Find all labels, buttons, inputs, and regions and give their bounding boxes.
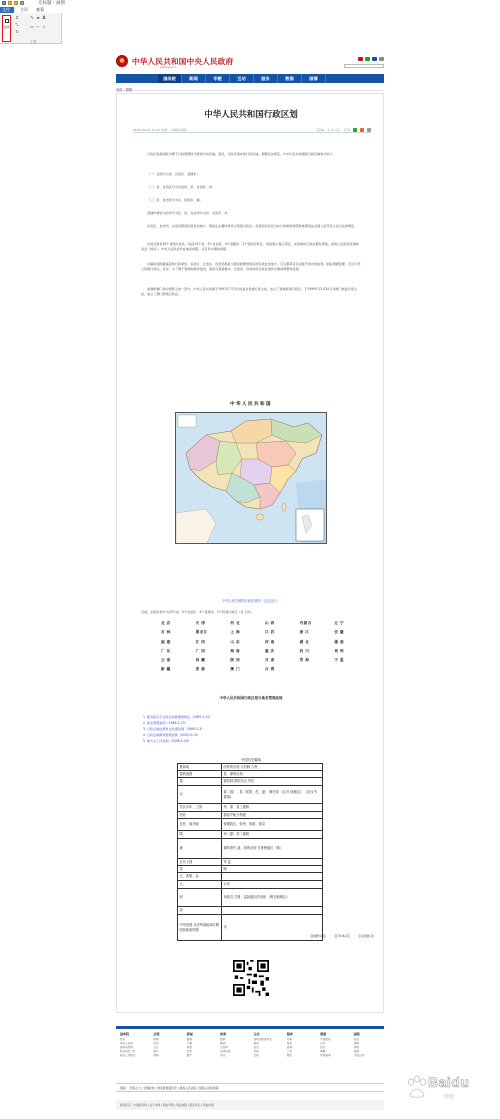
image-editor-window [0, 0, 500, 44]
baidu-paw-icon [406, 1074, 428, 1100]
site-domain: www.gov.cn [160, 65, 177, 69]
editor-titlebar [0, 0, 500, 7]
dynasty-cell: 五代十国 [178, 859, 222, 866]
division-cell: 路 [222, 866, 323, 873]
province-name: 山 西 [265, 621, 275, 625]
footer-column-heading[interactable]: 互动 [253, 1032, 260, 1036]
footer-column [187, 1032, 217, 1058]
fill-icon[interactable]: ▰ [36, 15, 40, 20]
province-name: 云 南 [161, 658, 171, 663]
footer-link[interactable]: 宪法 [353, 1037, 359, 1041]
nav-item-national[interactable]: 国情 [302, 74, 326, 83]
division-cell: 市 [222, 915, 323, 941]
province-name: 宁 夏 [334, 658, 344, 663]
footer-link[interactable]: 法律法规 [220, 1049, 231, 1053]
dynasty-cell: 夏商周 [178, 764, 222, 771]
division-cell [222, 907, 323, 915]
partner-links-label: 链接： [120, 1086, 129, 1090]
division-cell: 郡的消失 道、府的出现 节度使辖区（镇） [222, 839, 323, 859]
footer-link[interactable]: 国徽 [353, 1049, 359, 1053]
footer-column [254, 1032, 284, 1058]
dynasty-cell: 唐 [178, 839, 222, 859]
footer-link[interactable]: 访谈 [253, 1049, 259, 1053]
footer-column [354, 1032, 384, 1058]
province-grid [161, 621, 369, 672]
report-error-link[interactable]: 【我要纠错】 [308, 934, 327, 938]
table-row [178, 859, 323, 866]
rotate-icon[interactable]: ↻ [15, 29, 19, 34]
footer-link[interactable]: 政府信息公开 [120, 1049, 136, 1053]
footer-link[interactable]: 讲话 [153, 1041, 159, 1045]
watermark-brand: Baidu [428, 1074, 470, 1090]
dynasty-cell: 汉 [178, 786, 222, 804]
footer-bottom-bar: 版权所有：中国政府网 | 关于本网 | 网站声明 | 网站地图 | 联系我们 | 网站纠错 [116, 1100, 384, 1110]
partner-links: 链接： 全国人大 | 全国政协 | 国家监察委员会 | 最高人民法院 | 最高人民检察院 [116, 1083, 384, 1092]
para-township: 乡镇是我国最基层的行政单位。省会区、自治区、自治县都是少数民族聚居地区的民族自治地方，它们都享有宪法赋予的自治权利。国家根据需要，还可以设立特别行政区。其中，为了便于管理和经济建设，国家可将直辖市、自治县、县或市的行政区划作必要的调整和变更。 [141, 262, 361, 271]
nav-item-interact[interactable]: 互动 [230, 74, 254, 83]
footer-divider [116, 1026, 384, 1029]
division-cell: 州（郡）县二级制 [222, 831, 323, 839]
share-wechat-icon[interactable] [353, 128, 357, 132]
footer-link[interactable]: 便民 [286, 1053, 293, 1057]
footer-link[interactable]: 最新 [220, 1037, 226, 1041]
laws-list [143, 714, 343, 744]
tab-home[interactable]: 主页 [20, 7, 28, 12]
footer-link[interactable]: 视频 [153, 1053, 159, 1057]
watermark-sub: 经验 [444, 1094, 455, 1100]
province-name: 江 西 [195, 639, 206, 644]
table-row [178, 839, 323, 859]
para-count: 目前全国有34个省级行政区，包括23个省、5个自治区、4个直辖市、2个特别行政区。包括港上海江等区，省会城市行政区都有规划。省级人民政府驻地称省会（首府），中央人民政府所在地是首都，北京是中国的首都。 [141, 242, 359, 251]
province-name: 广 东 [161, 648, 171, 653]
para-autonomy: 自治区、自治州、自治县都是民族自治地方。国家在必要时得设立特别行政区。在特别行政区内实行的制度按照具体情况由全国人民代表大会以法律规定。 [147, 224, 358, 228]
footer-column [220, 1032, 250, 1058]
footer-link[interactable]: 督查 [253, 1041, 259, 1045]
division-cell: 县、郡的出现 [222, 771, 323, 778]
province-name: 台 湾 [265, 667, 275, 672]
province-name: 黑龙江 [195, 630, 208, 635]
law-link[interactable]: 3. 行政区域边界争议处理条例（1989-2-3） [143, 727, 205, 731]
province-name: 河 北 [230, 621, 240, 625]
footer-link[interactable]: 图片 [186, 1053, 192, 1057]
province-name: 河 南 [265, 639, 275, 644]
footer-link[interactable]: 公告 [286, 1049, 293, 1053]
para-cities: 直辖市和较大的市分为区、县。自治州分为县、自治县、市。 [147, 211, 231, 215]
dynasty-cell: 辽、西夏、金 [178, 873, 222, 881]
share-weibo-icon[interactable] [360, 128, 364, 132]
map-graphic [176, 413, 327, 544]
qr-code-icon [233, 960, 269, 996]
article [116, 93, 384, 1013]
footer-link[interactable]: 快速查询 [320, 1053, 331, 1057]
division-cell: 国家的出现 分封制 九州 [222, 764, 323, 771]
china-administrative-map[interactable] [175, 412, 327, 544]
save-icon[interactable] [2, 1, 6, 5]
quick-access-icon[interactable] [20, 1, 24, 5]
dynasty-cell: 宋 [178, 866, 222, 873]
dynasty-cell: 东晋、南北朝 [178, 819, 222, 831]
dynasty-cell: 西晋 [178, 812, 222, 819]
footer-column-heading[interactable]: 政策 [220, 1032, 227, 1036]
laws-heading: 中华人民共和国行政区划与地名管理法规 [219, 696, 283, 700]
table-row [178, 881, 323, 889]
map-title: 中华人民共和国 [230, 402, 272, 407]
footer-link[interactable]: 新闻 [153, 1037, 159, 1041]
province-name: 天 津 [195, 621, 206, 625]
breadcrumb-home[interactable]: 首页 [116, 88, 123, 92]
partner-link[interactable]: 全国政协 [143, 1086, 155, 1090]
table-row [178, 907, 323, 915]
division-cell: 军 监 [222, 859, 323, 866]
footer-column-heading[interactable]: 总理 [153, 1032, 160, 1036]
partner-link[interactable]: 最高人民检察院 [199, 1086, 219, 1090]
province-name: 西 藏 [195, 658, 206, 663]
province-name: 海 南 [230, 648, 240, 653]
province-intro: 目前，全国共划分为23个省、5个自治区、4个直辖市、2个特别行政区（见下表）。 [141, 610, 255, 614]
table-row [178, 889, 323, 907]
law-link[interactable]: 2. 地名管理条例（1986-1-23） [143, 721, 188, 725]
footer-link[interactable]: 留言 [253, 1045, 259, 1049]
para-intro: 行政区划是国家为便于行政管理而分级划分的区域。因此，行政区划亦称行政区域。根据宪法规定，中华人民共和国的行政区域划分如下： [147, 152, 336, 156]
table-row [178, 831, 323, 839]
nav-item-data[interactable]: 数据 [278, 74, 302, 83]
dynasty-cell: 明 [178, 889, 222, 907]
table-row [178, 873, 323, 881]
province-name: 甘 肃 [265, 658, 275, 663]
footer-link[interactable]: 文章 [153, 1045, 159, 1049]
partner-link[interactable]: 全国人大 [129, 1086, 141, 1090]
map-caption-link[interactable]: 中华人民共和国行政区划图（点击放大） [222, 599, 280, 603]
division-cell [222, 873, 323, 881]
footer-link[interactable]: 我向总理说句话 [253, 1037, 272, 1041]
page-title: 中华人民共和国行政区划 [204, 110, 298, 120]
province-name: 贵 州 [334, 648, 344, 653]
law-link[interactable]: 5. 地方志工作条例（2006-5-18） [143, 739, 191, 743]
selection-icon [5, 19, 9, 23]
table-row [178, 771, 323, 778]
dynasty-cell: 元 [178, 881, 222, 889]
footer-column-heading[interactable]: 国务院 [120, 1032, 130, 1036]
crop-icon[interactable]: ⌗ [15, 15, 19, 20]
footer-column [320, 1032, 350, 1058]
article-actions [257, 934, 375, 938]
header-tools [358, 57, 384, 61]
province-name: 浙 江 [299, 630, 310, 635]
nav-item-news[interactable]: 新闻 [182, 74, 206, 83]
footer-link[interactable]: 图解 [320, 1049, 326, 1053]
footer-link[interactable]: 办事 [286, 1037, 293, 1041]
footer-column-heading[interactable]: 新闻 [186, 1032, 193, 1036]
table-row [178, 804, 323, 812]
english-icon[interactable] [379, 57, 384, 61]
resize-icon[interactable]: ⤡ [15, 22, 19, 27]
footer-column-heading[interactable]: 国情 [353, 1032, 360, 1036]
province-name: 四 川 [299, 648, 310, 653]
footer-link[interactable]: 问答 [220, 1053, 226, 1057]
province-name: 湖 南 [334, 639, 344, 644]
para-list-1: （一）全国分为省、自治区、直辖市； [147, 172, 200, 176]
tab-view[interactable]: 查看 [36, 7, 44, 12]
dynasty-cell: 春秋战国 [178, 771, 222, 778]
article-date-source: 2005-06-15 17:25 来源： 中国政府网 [133, 128, 186, 132]
footer-link[interactable]: 民生 [320, 1041, 326, 1045]
division-cell: 侨置政区，侨州、侨郡、侨县 [222, 819, 323, 831]
province-name: 澳 门 [230, 667, 240, 672]
province-name: 广 西 [195, 648, 206, 653]
site-name[interactable]: 中华人民共和国中央人民政府 [132, 57, 234, 66]
eraser-icon[interactable]: ▭ [30, 24, 34, 29]
para-hk-macau: 香港和澳门是中国领土的一部分。中华人民共和国于1997年7月1日恢复对香港行使主权，成立了香港特别行政区。于1999年12月20日对澳门恢复行使主权，成立了澳门特别行政区。 [141, 287, 358, 296]
division-cell: 郡县制 郡的名目 内史 [222, 778, 323, 786]
text-tool-icon[interactable]: A [42, 15, 46, 20]
footer-link[interactable]: 首页 [120, 1037, 126, 1041]
nav-item-state-council[interactable]: 国务院 [158, 74, 182, 83]
province-name: 辽 宁 [334, 621, 344, 625]
table-row [178, 786, 323, 804]
division-cell: 郡县并船分等级 [222, 812, 323, 819]
para-list-3: （三）县、自治县分为乡、民族乡、镇。 [147, 198, 203, 202]
article-meta [133, 128, 371, 133]
province-name: 新 疆 [161, 667, 171, 672]
table-row [178, 819, 323, 831]
footer-link[interactable]: 解读 [220, 1041, 226, 1045]
footer-columns [120, 1032, 384, 1058]
province-name: 江 苏 [265, 630, 275, 635]
province-name: 香 港 [195, 667, 206, 672]
editor-title: 无标题 - 画图 [38, 1, 65, 6]
footer-link[interactable]: 征集 [253, 1053, 259, 1057]
partner-link[interactable]: 国家监察委员会 [157, 1086, 177, 1090]
province-name: 北 京 [161, 621, 171, 625]
footer-column [287, 1032, 317, 1058]
dynasty-cell: 清 [178, 907, 222, 915]
province-name: 上 海 [230, 630, 240, 635]
search-input[interactable] [344, 64, 384, 68]
dynasty-cell: 东汉末年、三国 [178, 804, 222, 812]
tools-group-label: 工具 [30, 40, 37, 44]
footer-link[interactable]: 政策 [186, 1045, 192, 1049]
table-row [178, 866, 323, 873]
division-cell: 行省 [222, 881, 323, 889]
tab-file[interactable]: 文件 [0, 7, 14, 13]
baidu-watermark [404, 1068, 496, 1108]
footer-link[interactable]: 专题 [186, 1041, 192, 1045]
province-name: 安 徽 [334, 630, 344, 635]
nav-item-service[interactable]: 服务 [254, 74, 278, 83]
select-tool-button[interactable]: 选择 [2, 15, 11, 42]
table-row [178, 778, 323, 786]
history-table [177, 763, 323, 941]
dynasty-cell: 中华民国 北洋军阀政府时期 国民政府时期 [178, 915, 222, 941]
footer-column-heading[interactable]: 数据 [320, 1032, 327, 1036]
print-page-link[interactable]: 【打印本页】 [332, 934, 351, 938]
footer-column [153, 1032, 183, 1058]
footer-link[interactable]: 国歌 [353, 1045, 359, 1049]
partner-link[interactable]: 最高人民法院 [179, 1086, 197, 1090]
undo-icon[interactable] [8, 1, 12, 5]
page-footer [116, 1026, 384, 1119]
wechat-icon[interactable] [365, 57, 370, 61]
dynasty-cell: 隋 [178, 831, 222, 839]
breadcrumb-national[interactable]: 国情 [125, 88, 133, 92]
site-header [116, 50, 384, 71]
weibo-icon[interactable] [358, 57, 363, 61]
footer-link[interactable]: 图片 [153, 1049, 159, 1053]
national-emblem-icon[interactable] [116, 55, 128, 67]
footer-link[interactable]: 统计 [320, 1045, 326, 1049]
table-row [178, 764, 323, 771]
province-name: 青 海 [299, 658, 310, 663]
print-link[interactable]: 打印 [343, 128, 350, 132]
province-name: 陕 西 [230, 658, 240, 663]
law-link[interactable]: 1. 国务院关于行政区划管理的规定（1985-1-15） [143, 715, 213, 719]
share-more-icon[interactable] [367, 128, 371, 132]
footer-link[interactable]: 发布 [186, 1049, 192, 1053]
color-picker-icon[interactable]: ⌁ [36, 24, 40, 29]
province-name: 湖 北 [299, 639, 310, 644]
footer-link[interactable]: 领导人活动 [120, 1041, 133, 1045]
division-cell: 郡（国）、县（侯国、邑、道） 刺史部 《汉书 地理志》 《后汉书 郡国》 [222, 786, 323, 804]
division-cell: 布政司 总督、巡抚辖区的出现 《明史地理志》 [222, 889, 323, 907]
province-name: 山 东 [230, 639, 240, 644]
nav-item-topics[interactable]: 专题 [206, 74, 230, 83]
footer-link[interactable]: 国务院机构 [120, 1045, 133, 1049]
footer-link[interactable]: 政府工作报告 [120, 1053, 136, 1057]
province-name: 重 庆 [265, 648, 275, 653]
province-name: 内蒙古 [299, 621, 312, 625]
mobile-icon[interactable] [372, 57, 377, 61]
table-row [178, 812, 323, 819]
dynasty-cell: 秦 [178, 778, 222, 786]
editor-ribbon [0, 13, 62, 44]
pencil-icon[interactable]: ✎ [30, 15, 34, 20]
magnifier-icon[interactable]: ⌕ [42, 24, 46, 29]
footer-link[interactable]: 国旗 [353, 1041, 359, 1045]
law-link[interactable]: 4. 行政区域界线管理条例（2002-5-13） [143, 733, 201, 737]
footer-link[interactable]: 查询 [286, 1045, 293, 1049]
footer-link[interactable]: 服务 [286, 1041, 293, 1045]
province-name: 吉 林 [161, 630, 171, 635]
division-cell: 州、郡、县三级制 [222, 804, 323, 812]
footer-link[interactable]: 行政区划 [353, 1053, 364, 1057]
font-size-control[interactable]: 【字体：大 中 小】 [315, 128, 341, 132]
footer-link[interactable]: 宏观经济 [320, 1037, 331, 1041]
close-window-link[interactable]: 【关闭窗口】 [356, 934, 375, 938]
redo-icon[interactable] [14, 1, 18, 5]
breadcrumb: 首页›国情 [116, 87, 384, 91]
para-list-2: （二）省、自治区分为自治州、县、自治县、市； [147, 185, 216, 189]
footer-link[interactable]: 文件库 [220, 1045, 228, 1049]
province-name: 福 建 [161, 639, 171, 644]
footer-column [120, 1032, 150, 1058]
footer-link[interactable]: 要闻 [186, 1037, 192, 1041]
main-nav [116, 74, 384, 83]
history-table-caption: 中国历史疆域 [241, 758, 261, 762]
footer-column-heading[interactable]: 服务 [286, 1032, 293, 1036]
